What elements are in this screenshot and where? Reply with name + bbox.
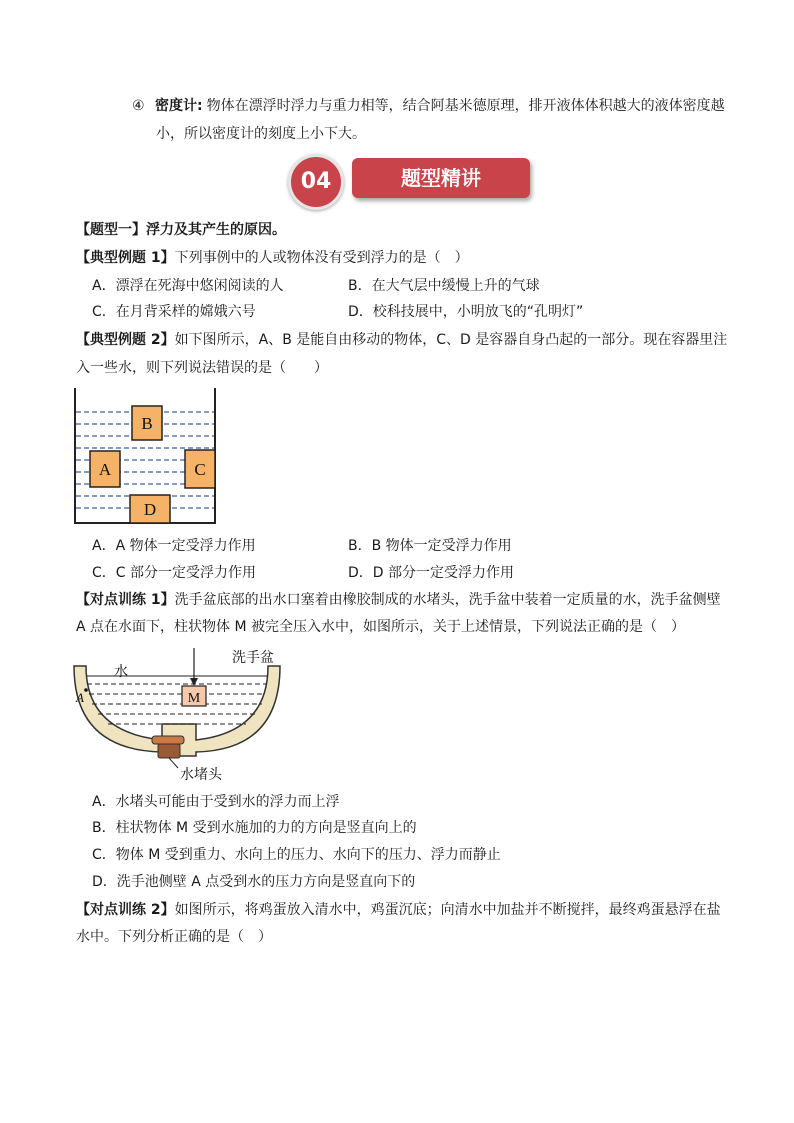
- block-d-label: D: [143, 500, 157, 519]
- point-a-dot: [84, 688, 88, 692]
- block-c-label: C: [194, 460, 206, 479]
- topic-heading: 【题型一】浮力及其产生的原因。: [76, 222, 286, 238]
- training-2-question-2: 水中。下列分析正确的是（ ）: [76, 929, 272, 945]
- training-1-question-2: A 点在水面下，柱状物体 M 被完全压入水中，如图所示，关于上述情景，下列说法正确的是（ ）: [76, 619, 686, 635]
- example-2-question-1: [76, 330, 727, 350]
- example-1-option-a: A．漂浮在死海中悠闲阅读的人: [92, 278, 284, 294]
- example-2-option-a: A．A 物体一定受浮力作用: [92, 538, 256, 554]
- intro-text-1: 物体在漂浮时浮力与重力相等，结合阿基米德原理，排开液体体积越大的液体密度越: [206, 98, 725, 114]
- intro-line-2: 小，所以密度计的刻度上小下大。: [156, 126, 366, 142]
- plug-cap: [152, 736, 184, 744]
- intro-term: 密度计:: [155, 98, 203, 114]
- example-1-option-c: C．在月背采样的嫦娥六号: [92, 304, 256, 320]
- example-1-text: 下列事例中的人或物体没有受到浮力的是（ ）: [174, 250, 469, 266]
- plug-leader: [169, 758, 178, 768]
- example-2-text-1: 如下图所示，A、B 是能自由移动的物体，C、D 是容器自身凸起的一部分。现在容器里注: [174, 332, 728, 348]
- example-2-option-d: D．D 部分一定受浮力作用: [348, 565, 515, 581]
- object-m-label: M: [187, 691, 201, 706]
- basin-figure: [72, 646, 282, 786]
- training-1-option-d: D．洗手池侧壁 A 点受到水的压力方向是竖直向下的: [92, 874, 416, 890]
- intro-line-1: [132, 96, 725, 116]
- training-1-tag: 【对点训练 1】: [76, 592, 175, 608]
- example-1-option-d: D．校科技展中，小明放飞的“孔明灯”: [348, 304, 584, 320]
- section-title-banner: 题型精讲: [352, 158, 530, 198]
- section-number-badge: 04: [288, 154, 344, 210]
- training-1-question-1: [76, 590, 721, 610]
- training-1-option-a: A．水堵头可能由于受到水的浮力而上浮: [92, 794, 340, 810]
- training-1-text-1: 洗手盆底部的出水口塞着由橡胶制成的水堵头，洗手盆中装着一定质量的水，洗手盆侧壁: [174, 592, 721, 608]
- example-2-tag: 【典型例题 2】: [76, 332, 175, 348]
- basin-label: 洗手盆: [232, 650, 274, 666]
- example-1-option-b: B．在大气层中缓慢上升的气球: [348, 278, 540, 294]
- training-2-text-1: 如图所示，将鸡蛋放入清水中，鸡蛋沉底；向清水中加盐并不断搅拌，最终鸡蛋悬浮在盐: [174, 902, 721, 918]
- intro-marker: ④: [132, 98, 145, 114]
- basin-water-lines: [87, 684, 267, 724]
- example-2-option-c: C．C 部分一定受浮力作用: [92, 565, 257, 581]
- plug-label: 水堵头: [180, 767, 222, 783]
- example-1-tag: 【典型例题 1】: [76, 250, 175, 266]
- training-1-option-c: C．物体 M 受到重力、水向上的压力、水向下的压力、浮力而静止: [92, 847, 501, 863]
- plug-body: [158, 744, 180, 758]
- container-figure: [74, 388, 216, 524]
- push-arrow-head: [190, 678, 198, 686]
- training-2-question-1: [76, 900, 721, 920]
- point-a-label: A: [76, 690, 84, 705]
- training-2-tag: 【对点训练 2】: [76, 902, 175, 918]
- block-b-label: B: [141, 414, 153, 433]
- water-label: 水: [114, 664, 128, 680]
- example-2-question-2: 入一些水，则下列说法错误的是（ ）: [76, 360, 328, 376]
- block-a-label: A: [98, 460, 112, 479]
- example-2-option-b: B．B 物体一定受浮力作用: [348, 538, 512, 554]
- training-1-option-b: B．柱状物体 M 受到水施加的力的方向是竖直向上的: [92, 820, 417, 836]
- example-1-question: [76, 248, 469, 268]
